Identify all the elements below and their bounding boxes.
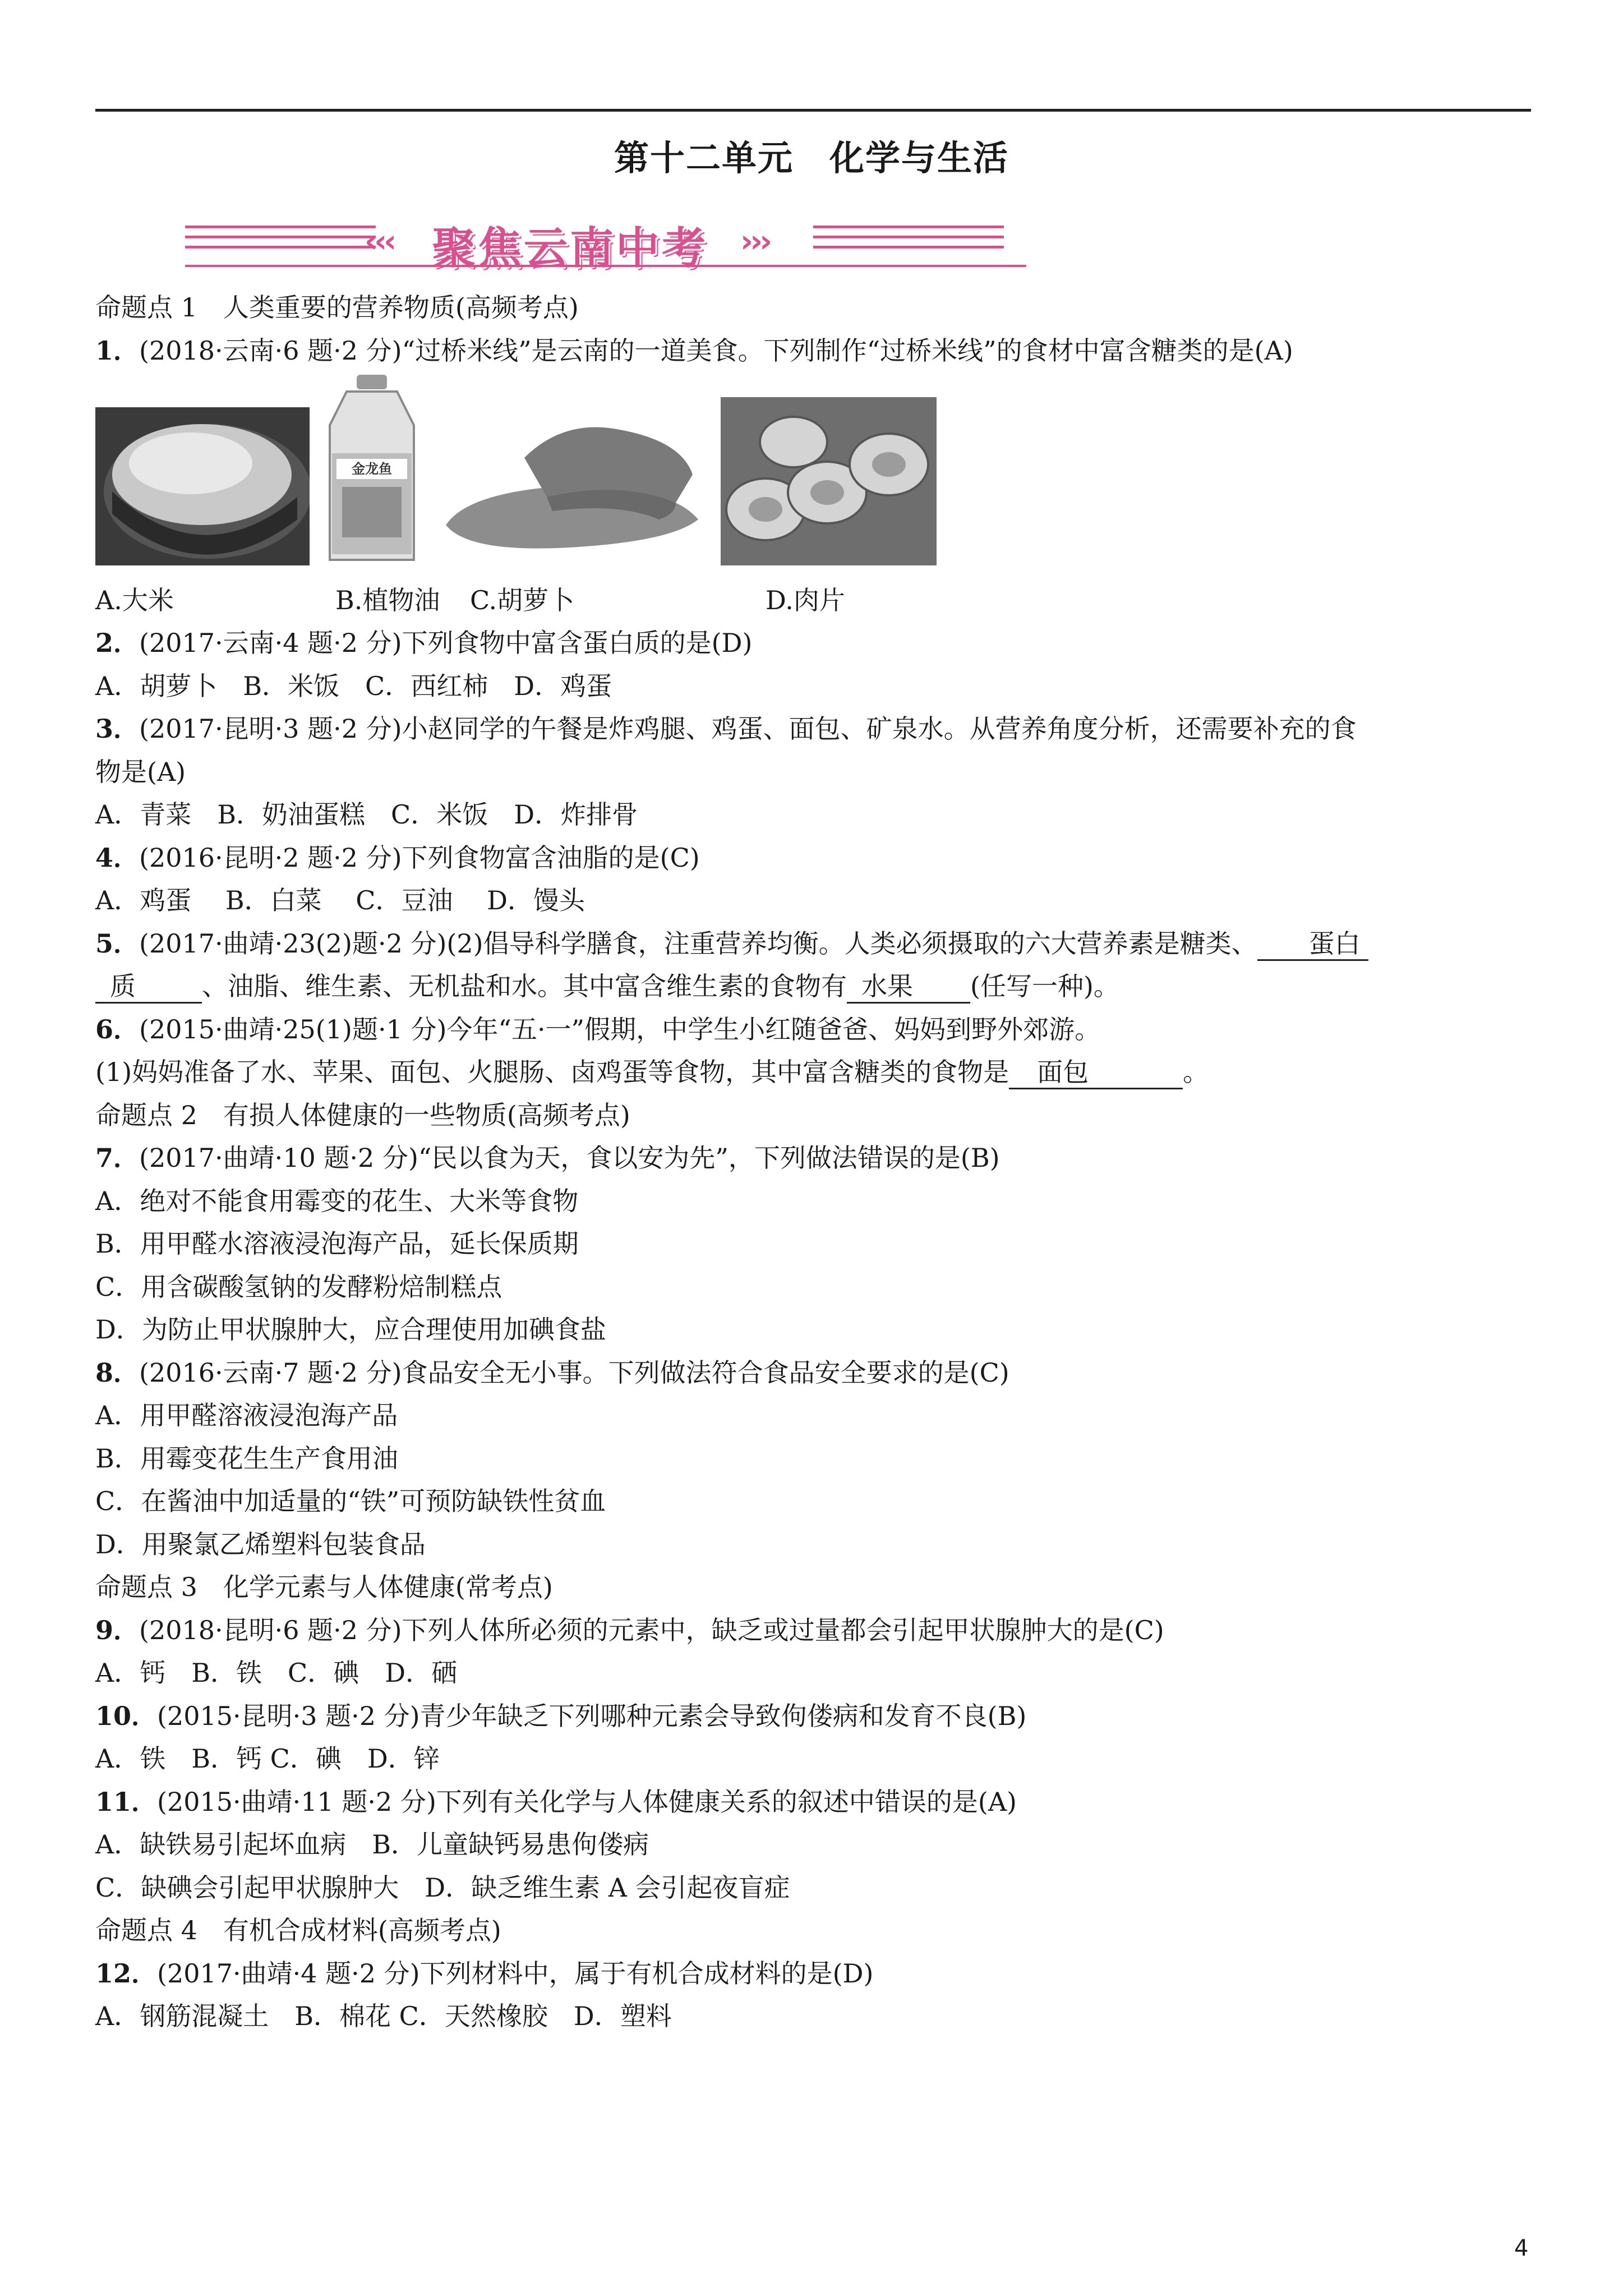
question-text: (1)妈妈准备了水、苹果、面包、火腿肠、卤鸡蛋等食物，其中富含糖类的食物是: [95, 1057, 1009, 1087]
q1-options: [95, 579, 1049, 622]
text-line: A．用甲醛溶液浸泡海产品: [95, 1400, 398, 1430]
question-block-main: [95, 622, 1531, 2038]
question-number: 12．: [95, 1958, 158, 1989]
text-line: [95, 965, 1531, 1008]
section-banner: [163, 213, 1049, 275]
page-number: 4: [1514, 2235, 1529, 2261]
text-line: 命题点 1 人类重要的营养物质(高频考点): [95, 292, 579, 323]
text-line: [95, 1051, 1531, 1094]
text-line: A．绝对不能食用霉变的花生、大米等食物: [95, 1185, 579, 1216]
question-line: [95, 1008, 1531, 1051]
answer-blank: 蛋白: [1257, 928, 1368, 961]
text-line: 物是(A): [95, 756, 186, 787]
banner-lines-left: [185, 226, 376, 261]
question-number: 5．: [95, 928, 140, 959]
text-line: 命题点 2 有损人体健康的一些物质(高频考点): [95, 1099, 630, 1130]
text-line: B．用霉变花生生产食用油: [95, 1443, 398, 1474]
banner-lines-right: [813, 226, 1004, 261]
question-text: (2016·昆明·2 题·2 分)下列食物富含油脂的是(C): [139, 842, 700, 873]
question-block-top: [95, 286, 1531, 372]
carrots-image: [435, 407, 715, 565]
question-number: 6．: [95, 1014, 140, 1045]
question-number: 10．: [95, 1700, 158, 1731]
page-title: 第十二单元 化学与生活: [614, 137, 1009, 178]
question-number: 9．: [95, 1614, 140, 1645]
option-c: C.胡萝卜: [470, 585, 575, 615]
text-line: B．用甲醛水溶液浸泡海产品，延长保质期: [95, 1228, 579, 1259]
answer-blank: 面包: [1009, 1056, 1183, 1089]
chevron-left-icon: ‹‹‹: [365, 223, 394, 260]
header-rule: [95, 109, 1531, 112]
text-line: A．青菜 B．奶油蛋糕 C．米饭 D．炸排骨: [95, 799, 638, 830]
option-b: B.植物油: [335, 585, 440, 615]
text-line: C．缺碘会引起甲状腺肿大 D．缺乏维生素 A 会引起夜盲症: [95, 1872, 790, 1903]
question-text: (2018·云南·6 题·2 分)“过桥米线”是云南的一道美食。下列制作“过桥米线”的食材中富含糖类的是(A): [139, 335, 1293, 366]
rice-bowl-image: [95, 407, 310, 565]
question-line: [95, 329, 1531, 372]
question-number: 11．: [95, 1786, 158, 1817]
question-text: (2017·昆明·3 题·2 分)小赵同学的午餐是炸鸡腿、鸡蛋、面包、矿泉水。从营养角度分析，还需要补充的食: [139, 714, 1357, 744]
banner-title: 聚焦云南中考: [432, 223, 708, 274]
question-number: 1．: [95, 335, 140, 366]
text-line: A．钢筋混凝土 B．棉花 C．天然橡胶 D．塑料: [95, 2001, 672, 2031]
text-line: A．铁 B．钙 C．碘 D．锌: [95, 1743, 440, 1774]
question-text: (2017·曲靖·23(2)题·2 分)(2)倡导科学膳食，注重营养均衡。人类必须摄取的六大营养素是糖类、: [139, 928, 1257, 959]
text-line: A．胡萝卜 B．米饭 C．西红柿 D．鸡蛋: [95, 670, 612, 701]
question-line: [95, 622, 1531, 665]
question-number: 4．: [95, 842, 140, 873]
question-line: [95, 1780, 1531, 1824]
question-number: 8．: [95, 1357, 140, 1388]
option-d: D.肉片: [766, 585, 845, 615]
question-number: 7．: [95, 1143, 140, 1173]
vegetable-oil-bottle-image: [320, 375, 424, 565]
question-text: (2017·曲靖·10 题·2 分)“民以食为天，食以安为先”，下列做法错误的是(B): [139, 1143, 1000, 1173]
text-line: D．为防止甲状腺肿大，应合理使用加碘食盐: [95, 1314, 606, 1345]
banner-underline: [185, 265, 1026, 267]
question-line: [95, 707, 1531, 751]
question-line: [95, 1351, 1531, 1395]
text-line: 命题点 4 有机合成材料(高频考点): [95, 1915, 501, 1945]
answer-blank: 水果: [847, 970, 970, 1004]
question-number: 3．: [95, 714, 140, 744]
question-line: [95, 836, 1531, 880]
question-text: (2017·云南·4 题·2 分)下列食物中富含蛋白质的是(D): [139, 628, 753, 658]
text-line: C．用含碳酸氢钠的发酵粉焙制糕点: [95, 1271, 502, 1302]
question-number: 2．: [95, 628, 140, 658]
question-line: [95, 1952, 1531, 1995]
question-line: [95, 1695, 1531, 1738]
text-line: D．用聚氯乙烯塑料包装食品: [95, 1529, 426, 1559]
bottle-label: 金龙鱼: [352, 461, 392, 477]
question-text: (2018·昆明·6 题·2 分)下列人体所必须的元素中，缺乏或过量都会引起甲状腺肿大的是(C): [139, 1614, 1164, 1645]
question-text: (2017·曲靖·4 题·2 分)下列材料中，属于有机合成材料的是(D): [157, 1958, 874, 1989]
question-line: [95, 922, 1531, 965]
question-text: (2016·云南·7 题·2 分)食品安全无小事。下列做法符合食品安全要求的是(C): [139, 1357, 1009, 1388]
text-line: A．钙 B．铁 C．碘 D．硒: [95, 1658, 458, 1688]
question-text: (任写一种)。: [970, 971, 1119, 1001]
question-text: 、油脂、维生素、无机盐和水。其中富含维生素的食物有: [202, 971, 847, 1001]
meat-slices-image: [721, 397, 937, 565]
text-line: C．在酱油中加适量的“铁”可预防缺铁性贫血: [95, 1486, 606, 1516]
text-line: 命题点 3 化学元素与人体健康(常考点): [95, 1572, 553, 1602]
question-text: (2015·昆明·3 题·2 分)青少年缺乏下列哪种元素会导致佝偻病和发育不良(B): [157, 1700, 1027, 1731]
chevron-right-icon: ›››: [740, 223, 769, 260]
question-text: (2015·曲靖·25(1)题·1 分)今年“五·一”假期，中学生小红随爸爸、妈妈到野外郊游。: [139, 1014, 1101, 1045]
text-line: A．鸡蛋 B．白菜 C．豆油 D．馒头: [95, 885, 585, 915]
q1-image-row: [95, 375, 937, 565]
question-text: 。: [1183, 1057, 1209, 1087]
question-line: [95, 1609, 1531, 1652]
option-a: A.大米: [95, 585, 174, 615]
question-text: (2015·曲靖·11 题·2 分)下列有关化学与人体健康关系的叙述中错误的是(A): [157, 1786, 1017, 1817]
text-line: A．缺铁易引起坏血病 B．儿童缺钙易患佝偻病: [95, 1829, 649, 1860]
answer-blank: 质: [95, 970, 202, 1004]
question-line: [95, 1137, 1531, 1180]
